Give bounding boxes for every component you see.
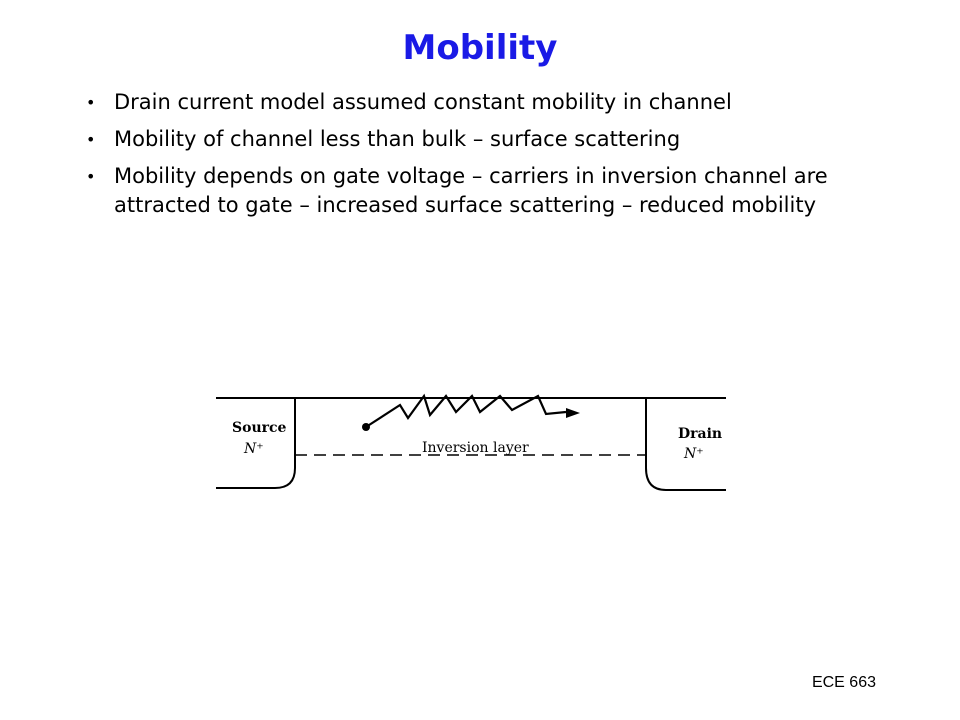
- source-label: Source: [232, 420, 287, 436]
- drain-label: Drain: [678, 426, 723, 442]
- slide-title: Mobility: [402, 28, 558, 68]
- bullet-list: [84, 88, 884, 228]
- mosfet-scattering-diagram: [200, 360, 780, 520]
- bullet-item: • Mobility of channel less than bulk – surface scattering: [84, 125, 884, 154]
- drain-region-boundary: [646, 398, 726, 490]
- bullet-item: • Drain current model assumed constant mobility in channel: [84, 88, 884, 117]
- arrow-head-icon: [566, 408, 580, 418]
- inversion-layer-label: Inversion layer: [422, 440, 529, 456]
- source-doping: N⁺: [244, 441, 264, 457]
- carrier-scattering-path: [366, 396, 566, 427]
- course-footer: ECE 663: [811, 674, 876, 691]
- bullet-item: • Mobility depends on gate voltage – carriers in inversion channel are attracted to gate – increased surface scattering – reduced mobility: [84, 162, 884, 220]
- drain-doping: N⁺: [684, 446, 704, 462]
